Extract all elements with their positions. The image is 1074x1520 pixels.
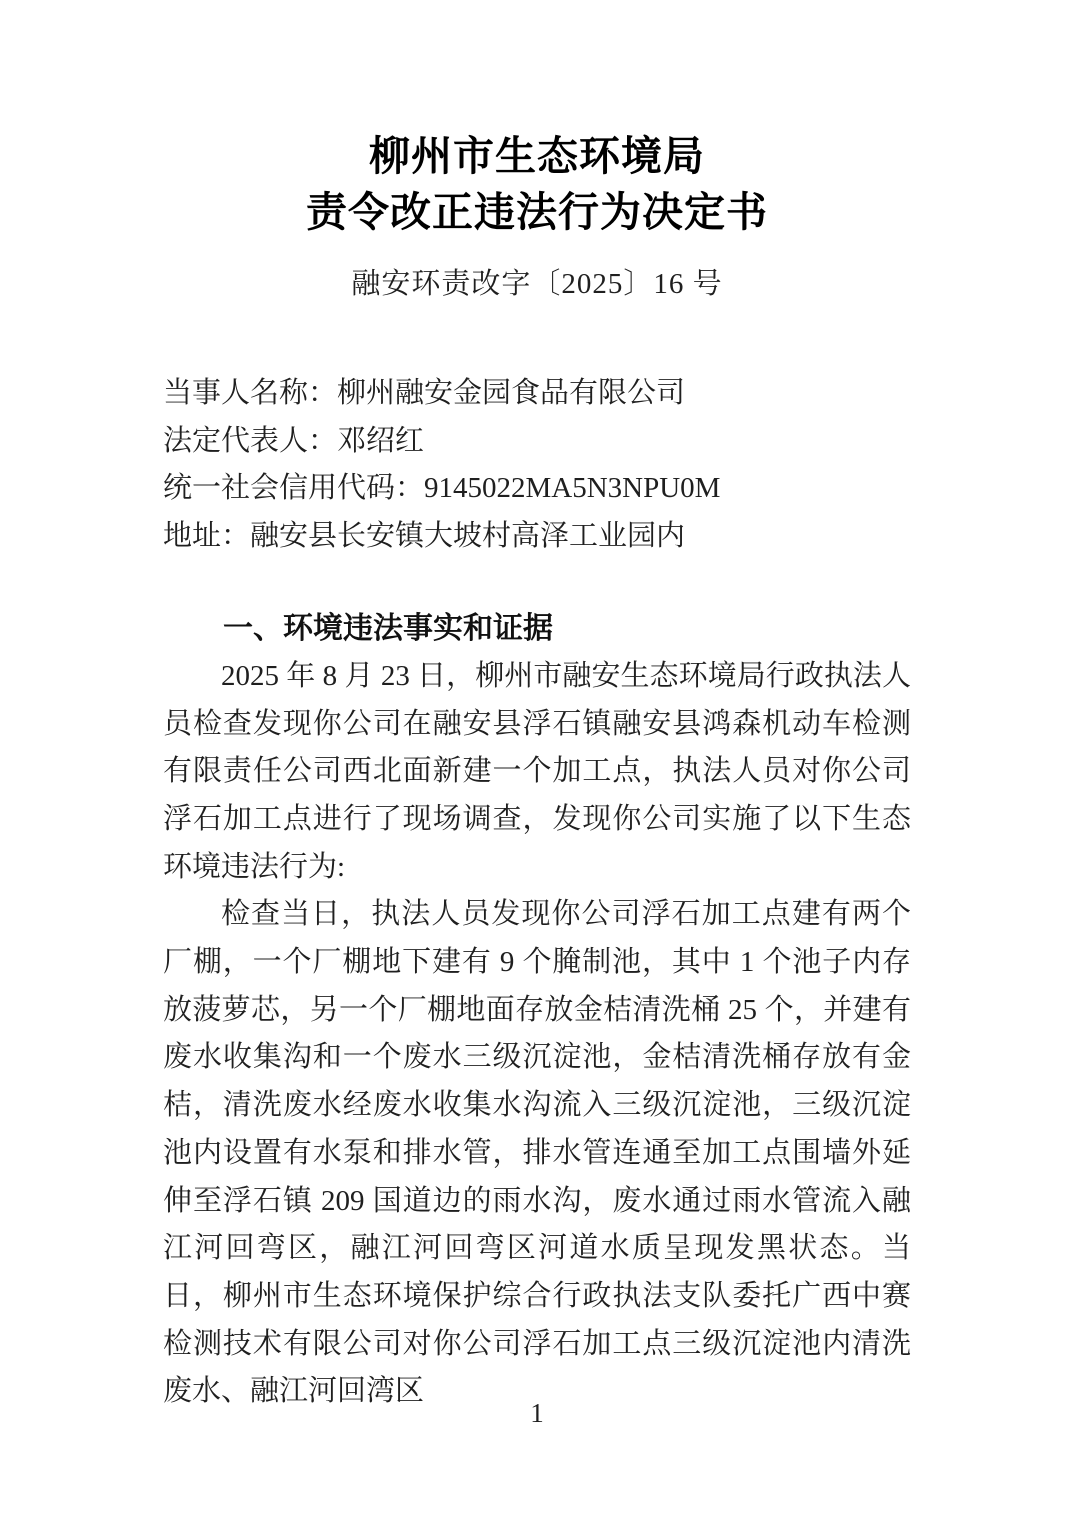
legal-representative-line: 法定代表人：邓绍红	[163, 424, 425, 457]
body-paragraph-1: 2025 年 8 月 23 日，柳州市融安生态环境局行政执法人员检查发现你公司在融安县浮石镇融安县鸿森机动车检测有限责任公司西北面新建一个加工点，执法人员对你公司浮石加工点进行了现场调查，发现你公司实施了以下生态环境违法行为:	[163, 659, 911, 883]
body-paragraph-2: 检查当日，执法人员发现你公司浮石加工点建有两个厂棚，一个厂棚地下建有 9 个腌制池，其中 1 个池子内存放菠萝芯，另一个厂棚地面存放金桔清洗桶 25 个，并建有废水收集沟和一个废水三级沉淀池，金桔清洗桶存放有金桔，清洗废水经废水收集水沟流入三级沉淀池，三级沉淀池内设置有水泵和排水管，排水管连通至加工点围墙外延伸至浮石镇 209 国道边的雨水沟，废水通过雨水管流入融江河回弯区，融江河回弯区河道水质呈现发黑状态。当日，柳州市生态环境保护综合行政执法支队委托广西中赛检测技术有限公司对你公司浮石加工点三级沉淀池内清洗废水、融江河回湾区	[163, 898, 911, 1408]
document-title-line-2: 责令改正违法行为决定书	[306, 189, 768, 235]
address-line: 地址：融安县长安镇大坡村高泽工业园内	[163, 520, 686, 553]
party-name-line: 当事人名称：柳州融安金园食品有限公司	[163, 377, 686, 409]
party-info-block	[163, 370, 911, 561]
document-title-line-1: 柳州市生态环境局	[369, 133, 705, 179]
document-title	[0, 0, 1074, 240]
credit-code-line: 统一社会信用代码：9145022MA5N3NPU0M	[163, 472, 721, 505]
page-number: 1	[530, 1398, 544, 1428]
document-reference-number: 融安环责改字〔2025〕16 号	[351, 268, 723, 300]
section-heading-facts-and-evidence: 一、环境违法事实和证据	[223, 611, 553, 645]
document-body	[163, 653, 911, 1416]
